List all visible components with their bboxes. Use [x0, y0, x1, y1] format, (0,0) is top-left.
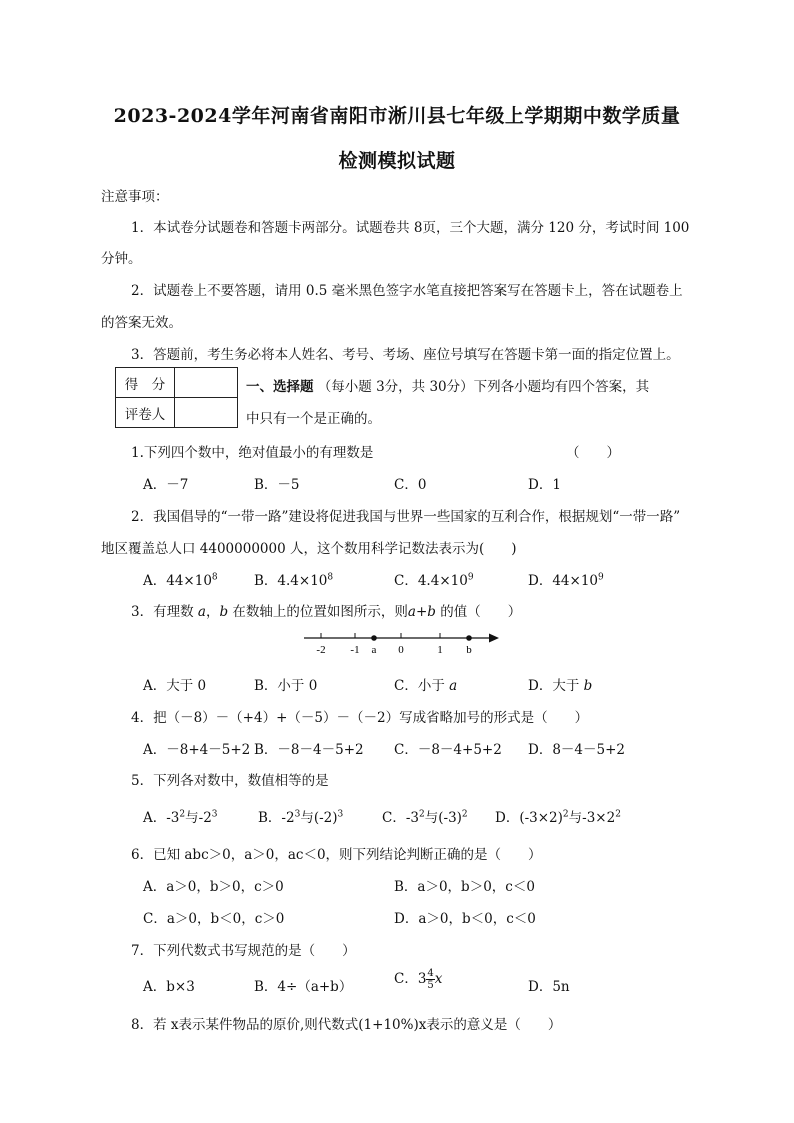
q2-option-a-base: 44×10 [166, 573, 212, 589]
notice-heading: 注意事项： [101, 189, 169, 205]
q3-option-c-text: C．小于 [394, 678, 450, 694]
q5-a-p1: -3 [166, 810, 180, 826]
q5-d-p1: (-3×2) [519, 810, 563, 826]
score-label: 得 分 [116, 368, 175, 398]
number-line-arrow [489, 634, 499, 643]
q7-fraction-denominator: 5 [427, 980, 434, 991]
axis-label-neg2: -2 [316, 644, 326, 656]
q7-stem: 7．下列代数式书写规范的是（ ） [131, 943, 356, 959]
q2-stem-1: 2．我国倡导的“一带一路”建设将促进我国与世界一些国家的互利合作，根据规划“一带一路” [131, 509, 681, 525]
q2-option-c-label: C． [394, 573, 418, 589]
axis-label-b: b [466, 644, 472, 656]
q5-c-mid: 与 [424, 810, 439, 826]
q3-option-b-text: B．小于 0 [254, 678, 318, 694]
axis-label-a: a [371, 644, 377, 656]
q6-option-a: A．a＞0，b＞0，c＞0 [143, 879, 284, 895]
q2-option-c-base: 4.4×10 [417, 573, 468, 589]
q5-stem: 5．下列各对数中，数值相等的是 [131, 773, 329, 789]
title-line-2: 检测模拟试题 [338, 150, 456, 172]
section1-instructions: （每小题 3分，共 30分）下列各小题均有四个答案，其 [317, 379, 650, 395]
q3-stem [131, 600, 521, 620]
q6-option-b: B．a＞0，b＞0，c＜0 [394, 879, 535, 895]
q5-option-d [495, 806, 621, 826]
section1-line1 [246, 375, 649, 395]
q2-option-d-base: 44×10 [552, 573, 598, 589]
q3-option-b [254, 674, 317, 694]
q5-c-p2: (-3) [438, 810, 462, 826]
q5-d-label: D． [495, 810, 520, 826]
q3-option-d-var: b [583, 678, 593, 694]
axis-label-zero: 0 [398, 644, 404, 656]
q3-var-b: b [219, 604, 229, 620]
q2-option-a-label: A． [143, 573, 167, 589]
q3-expr: a+b [407, 604, 436, 620]
notice-2b: 的答案无效。 [101, 315, 182, 331]
q2-stem-2: 地区覆盖总人口 4400000000 人，这个数用科学记数法表示为( ) [101, 541, 517, 557]
q4-option-b: B．－8－4－5+2 [254, 742, 364, 758]
q3-stem-b: ， [205, 604, 220, 620]
q2-option-d-label: D． [528, 573, 553, 589]
q7-option-c [394, 967, 442, 991]
q3-option-d-text: D．大于 [528, 678, 584, 694]
q7-option-c-label: C．3 [394, 971, 427, 987]
q2-option-b-exp: 8 [327, 572, 334, 583]
number-line [300, 628, 505, 658]
q3-option-c-var: a [449, 678, 458, 694]
q6-stem: 6．已知 abc＞0，a＞0，ac＜0，则下列结论判断正确的是（ ） [131, 847, 542, 863]
q5-b-p2: (-2) [313, 810, 338, 826]
q5-option-c [382, 806, 468, 826]
notice-3: 3．答题前，考生务必将本人姓名、考号、考场、座位号填写在答题卡第一面的指定位置上。 [131, 347, 680, 363]
q2-option-d-exp: 9 [598, 572, 604, 583]
grader-blank [175, 398, 238, 428]
q3-option-c [394, 674, 457, 694]
q5-b-p1: -2 [281, 810, 295, 826]
q2-option-a-exp: 8 [211, 572, 218, 583]
title-line-1: 2023-2024学年河南省南阳市淅川县七年级上学期期中数学质量 [113, 105, 681, 127]
q1-option-b: B．－5 [254, 477, 300, 493]
notice-1b: 分钟。 [101, 251, 142, 267]
q5-d-e2: 2 [615, 809, 621, 820]
q3-option-a [143, 674, 206, 694]
axis-label-neg1: -1 [350, 644, 360, 656]
q3-stem-c: 在数轴上的位置如图所示，则 [228, 604, 408, 620]
q3-stem-a: 3．有理数 [131, 604, 198, 620]
section1-heading: 一、选择题 [246, 379, 314, 395]
q5-d-p2: -3×2 [582, 810, 616, 826]
q4-stem: 4．把（－8）－（+4）+（－5）－（－2）写成省略加号的形式是（ ） [131, 710, 589, 726]
q1-answer-paren: （ ） [566, 445, 620, 461]
q7-fraction-numerator: 4 [427, 968, 434, 979]
section1-line2: 中只有一个是正确的。 [246, 411, 381, 427]
q5-b-mid: 与 [300, 810, 314, 826]
q5-b-e2: 3 [337, 809, 344, 820]
q2-option-b-label: B． [254, 573, 278, 589]
q4-option-d: D．8－4－5+2 [528, 742, 625, 758]
q5-a-e2: 3 [211, 809, 218, 820]
q2-option-c-exp: 9 [467, 572, 474, 583]
q5-b-e1: 3 [294, 809, 301, 820]
q2-option-d [528, 569, 604, 589]
q3-var-a: a [197, 604, 206, 620]
q1-option-d: D．1 [528, 477, 561, 493]
q5-c-p1: -3 [405, 810, 419, 826]
score-blank [175, 368, 238, 398]
q1-option-c: C．0 [394, 477, 427, 493]
q4-option-a: A．－8+4－5+2 [143, 742, 251, 758]
q2-option-a [143, 569, 218, 589]
q5-d-mid: 与 [568, 810, 583, 826]
point-b [466, 635, 472, 641]
q7-option-c-fraction [426, 968, 434, 991]
q7-option-b: B．4÷（a+b） [254, 979, 353, 995]
q8-stem: 8．若 x表示某件物品的原价,则代数式(1+10%)x表示的意义是（ ） [131, 1017, 562, 1033]
q5-a-label: A． [143, 810, 167, 826]
q5-c-e1: 2 [419, 809, 425, 820]
q5-a-mid: 与 [185, 810, 199, 826]
q3-option-d [528, 674, 592, 694]
q2-option-c [394, 569, 474, 589]
q1-stem: 1.下列四个数中，绝对值最小的有理数是 [131, 445, 374, 461]
q7-option-c-var: x [434, 971, 443, 987]
q6-option-d: D．a＞0，b＜0，c＜0 [394, 911, 536, 927]
notice-2a: 2．试题卷上不要答题，请用 0.5 毫米黑色签字水笔直接把答案写在答题卡上，答在试题卷上 [131, 283, 683, 299]
q5-option-a [143, 806, 218, 826]
q6-option-c: C．a＞0，b＜0，c＞0 [143, 911, 285, 927]
q7-option-d: D．5n [528, 979, 570, 995]
point-a [371, 635, 377, 641]
q5-b-label: B． [258, 810, 282, 826]
q3-stem-d: 的值（ ） [435, 604, 522, 620]
q5-option-b [258, 806, 343, 826]
notice-1a: 1．本试卷分试题卷和答题卡两部分。试题卷共 8页，三个大题，满分 120 分，考试时间 100 [131, 220, 690, 236]
q5-a-p2: -2 [198, 810, 212, 826]
q5-c-label: C． [382, 810, 406, 826]
grader-label: 评卷人 [116, 398, 175, 428]
q7-option-a: A．b×3 [143, 979, 195, 995]
axis-label-one: 1 [437, 644, 443, 656]
q3-option-a-text: A．大于 0 [143, 678, 207, 694]
q5-d-e1: 2 [562, 809, 569, 820]
score-table [115, 367, 238, 428]
q5-c-e2: 2 [461, 809, 468, 820]
q2-option-b-base: 4.4×10 [277, 573, 328, 589]
q1-option-a: A．－7 [143, 477, 189, 493]
q2-option-b [254, 569, 333, 589]
q5-a-e1: 2 [179, 809, 186, 820]
q4-option-c: C．－8－4+5+2 [394, 742, 502, 758]
